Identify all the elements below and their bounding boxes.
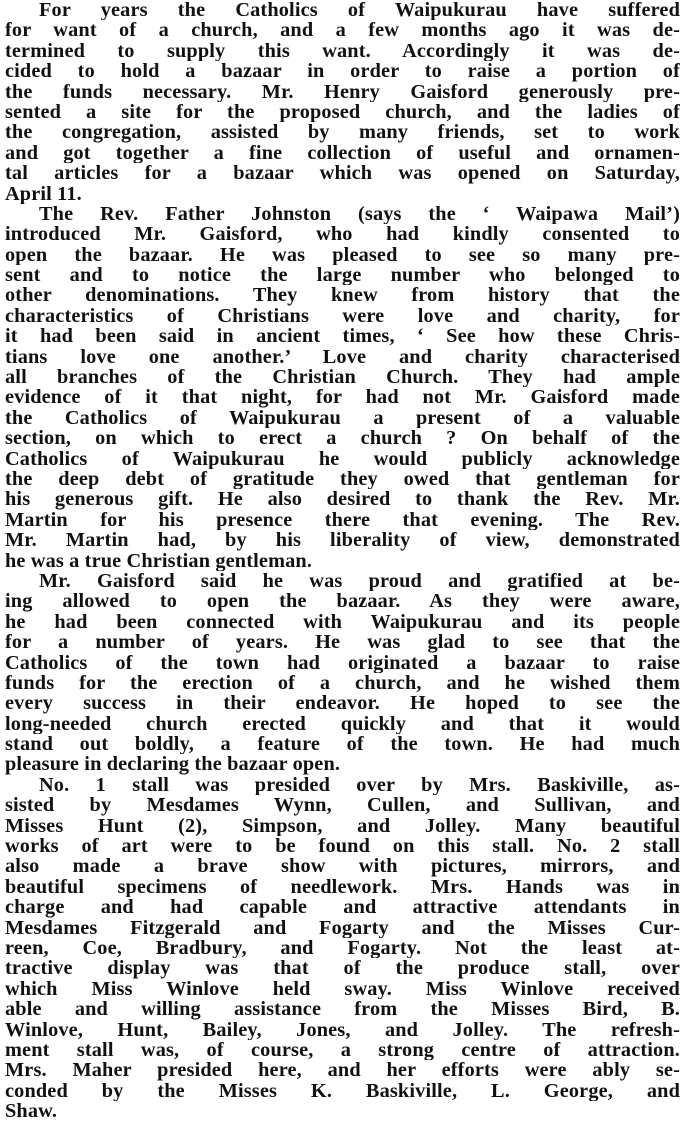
paragraph-3 [5,571,680,775]
text-line: introduced Mr. Gaisford, who had kindly consented to [5,224,680,245]
text-line: able and willing assistance from the Misses Bird, B. [5,999,680,1020]
text-line: cided to hold a bazaar in order to raise a portion of [5,61,680,82]
text-line: works of art were to be found on this stall. No. 2 stall [5,836,680,857]
text-line: Martin for his presence there that evening. The Rev. [5,509,680,531]
text-line: other denominations. They knew from history that the [5,285,680,306]
text-line: the congregation, assisted by many friends, set to work [5,122,680,143]
paragraph-1 [5,0,680,204]
text-line: tians love one another.’ Love and charity characterised [5,346,680,368]
text-line: characteristics of Christians were love and charity, for [5,305,680,327]
text-line: Mesdames Fitzgerald and Fogarty and the Misses Cur- [5,917,680,938]
text-line: reen, Coe, Bradbury, and Fogarty. Not the least at- [5,937,680,959]
text-line: funds for the erection of a church, and he wished them [5,672,680,694]
text-line: Mr. Gaisford said he was proud and gratified at be- [39,570,680,592]
text-line: ing allowed to open the bazaar. As they were aware, [5,591,680,612]
text-line: long-needed church erected quickly and that it would [5,713,680,735]
text-line: for want of a church, and a few months ago it was de- [5,20,680,41]
text-line: all branches of the Christian Church. They had ample [5,367,680,388]
text-line: sisted by Mesdames Wynn, Cullen, and Sullivan, and [5,795,680,816]
text-line: open the bazaar. He was pleased to see so many pre- [5,244,680,266]
text-line: his generous gift. He also desired to thank the Rev. Mr. [5,489,680,510]
text-line: No. 1 stall was presided over by Mrs. Baskiville, as- [39,774,680,796]
text-line: The Rev. Father Johnston (says the ‘ Waipawa Mail’) [39,203,680,225]
text-line: termined to supply this want. Accordingly it was de- [5,40,680,62]
text-line: he had been connected with Waipukurau and its people [5,611,680,633]
paragraph-4 [5,775,680,1121]
text-line: Mrs. Maher presided here, and her efforts were ably se- [5,1060,680,1081]
text-line: it had been said in ancient times, ‘ See how these Chris- [5,326,680,347]
text-line: beautiful specimens of needlework. Mrs. Hands was in [5,876,680,898]
text-line: pleasure in declaring the bazaar open. [5,754,341,775]
text-line: he was a true Christian gentleman. [5,550,313,571]
text-line: the Catholics of Waipukurau a present of a valuable [5,407,680,429]
text-line: every success in their endeavor. He hoped to see the [5,693,680,714]
text-line: section, on which to erect a church ? On behalf of the [5,428,680,449]
text-line: the deep debt of gratitude they owed that gentleman for [5,468,680,490]
text-line: tractive display was that of the produce stall, over [5,958,680,979]
text-line: Catholics of the town had originated a bazaar to raise [5,652,680,673]
text-line: Misses Hunt (2), Simpson, and Jolley. Many beautiful [5,815,680,837]
text-line: for a number of years. He was glad to see that the [5,632,680,653]
text-line: Mr. Martin had, by his liberality of view, demonstrated [5,530,680,551]
text-line: charge and had capable and attractive attendants in [5,897,680,918]
text-line: April 11. [5,183,82,204]
text-line: Winlove, Hunt, Bailey, Jones, and Jolley. The refresh- [5,1019,680,1040]
text-line: conded by the Misses K. Baskiville, L. George, and [5,1080,680,1102]
text-line: sented a site for the proposed church, and the ladies of [5,101,680,123]
text-line: evidence of it that night, for had not Mr. Gaisford made [5,387,680,408]
paragraph-2 [5,204,680,571]
text-line: sent and to notice the large number who belonged to [5,265,680,286]
text-line: Shaw. [5,1101,58,1121]
text-line: and got together a fine collection of useful and ornamen- [5,142,680,164]
text-line: also made a brave show with pictures, mirrors, and [5,856,680,877]
text-line: tal articles for a bazaar which was opened on Saturday, [5,163,680,184]
text-line: the funds necessary. Mr. Henry Gaisford generously pre- [5,81,680,102]
text-line: Catholics of Waipukurau he would publicly acknowledge [5,448,680,469]
text-line: For years the Catholics of Waipukurau have suffered [39,0,680,21]
text-line: stand out boldly, a feature of the town. He had much [5,734,680,755]
text-line: which Miss Winlove held sway. Miss Winlove received [5,978,680,1000]
text-line: ment stall was, of course, a strong centre of attraction. [5,1039,680,1061]
